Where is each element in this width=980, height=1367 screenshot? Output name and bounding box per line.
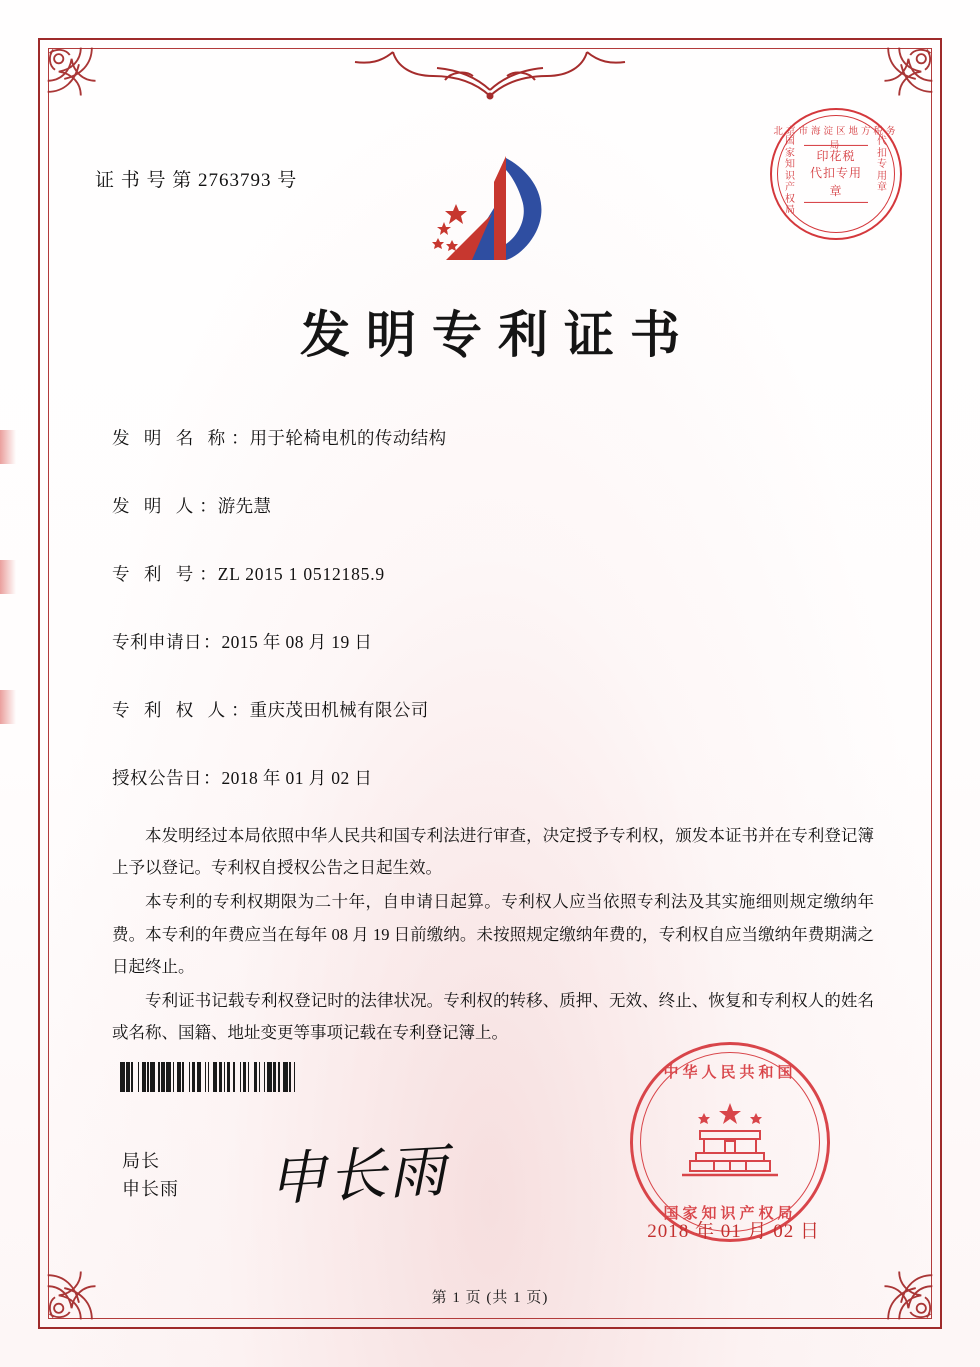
field-label: 发 明 人: [112, 496, 199, 516]
field-separator: ：: [231, 700, 249, 720]
certificate-body: [112, 820, 874, 1051]
page-title: 发明专利证书: [300, 305, 696, 364]
director-role-label: 局长: [122, 1151, 160, 1171]
tiananmen-icon: [670, 1101, 790, 1183]
tax-stamp-arc-top: 北京市海淀区地方税务局: [773, 127, 899, 151]
field-value: 2015 年 08 月 19 日: [221, 632, 373, 652]
field-invention-name: [112, 425, 872, 450]
field-separator: ：: [203, 632, 221, 652]
tax-stamp-seal: [770, 108, 902, 240]
certificate-fields: [112, 425, 872, 833]
field-inventor: [112, 493, 872, 518]
field-label: 专 利 权 人: [112, 700, 231, 720]
field-label: 专利申请日: [112, 632, 202, 652]
field-patentee: [112, 697, 872, 722]
field-separator: ：: [199, 496, 217, 516]
field-value: 重庆茂田机械有限公司: [249, 700, 429, 720]
page-edge-mark: [0, 560, 16, 594]
body-paragraph: 本发明经过本局依照中华人民共和国专利法进行审查，决定授予专利权，颁发本证书并在专利登记簿上予以登记。专利权自授权公告之日起生效。: [112, 826, 874, 878]
corner-ornament-icon: [844, 1231, 936, 1323]
certificate-number: 证 书 号 第 2763793 号: [95, 170, 298, 191]
corner-ornament-icon: [44, 44, 136, 136]
field-label: 授权公告日: [112, 768, 202, 788]
tax-stamp-center-line2: 代扣专用章: [810, 166, 863, 198]
page-edge-mark: [0, 690, 16, 724]
top-flourish-icon: [325, 46, 655, 100]
field-value: 2018 年 01 月 02 日: [221, 768, 373, 788]
handwritten-signature: 申长雨: [266, 1136, 450, 1214]
seal-date: 2018 年 01 月 02 日: [647, 1221, 820, 1242]
field-separator: ：: [231, 428, 249, 448]
body-paragraph: 专利证书记载专利权登记时的法律状况。专利权的转移、质押、无效、终止、恢复和专利权人的姓名或名称、国籍、地址变更等事项记载在专利登记簿上。: [112, 990, 874, 1043]
tax-stamp-left-text: 国家知识产权局: [785, 136, 795, 216]
tax-stamp-right-text: 代扣专用章: [877, 136, 887, 193]
field-label: 专 利 号: [112, 564, 199, 584]
cnipa-logo-icon: [410, 148, 570, 268]
signature-block: [122, 1148, 179, 1204]
body-paragraph: 本专利的专利权期限为二十年，自申请日起算。专利权人应当依照专利法及其实施细则规定缴纳年费。本专利的年费应当在每年 08 月 19 日前缴纳。未按照规定缴纳年费的，专利权自应当缴纳年费期满之日起终止。: [112, 892, 874, 976]
field-application-date: [112, 629, 872, 654]
national-office-seal: [630, 1042, 830, 1242]
field-value: 游先慧: [217, 496, 272, 516]
field-grant-announcement-date: [112, 765, 872, 790]
seal-arc-bottom: 国家知识产权局: [663, 1204, 797, 1222]
page-footer: 第 1 页 (共 1 页): [431, 1290, 549, 1306]
field-separator: ：: [203, 768, 221, 788]
tax-stamp-center-line1: 印花税: [816, 148, 856, 163]
director-name-label: 申长雨: [122, 1178, 179, 1199]
field-separator: ：: [199, 564, 217, 584]
page-edge-mark: [0, 430, 16, 464]
field-value: ZL 2015 1 0512185.9: [217, 564, 385, 584]
seal-arc-top: 中华人民共和国: [663, 1063, 797, 1081]
barcode: [120, 1062, 382, 1092]
field-label: 发 明 名 称: [112, 428, 231, 448]
corner-ornament-icon: [44, 1231, 136, 1323]
field-patent-number: [112, 561, 872, 586]
tax-stamp-center: [804, 145, 868, 203]
field-value: 用于轮椅电机的传动结构: [249, 428, 447, 448]
